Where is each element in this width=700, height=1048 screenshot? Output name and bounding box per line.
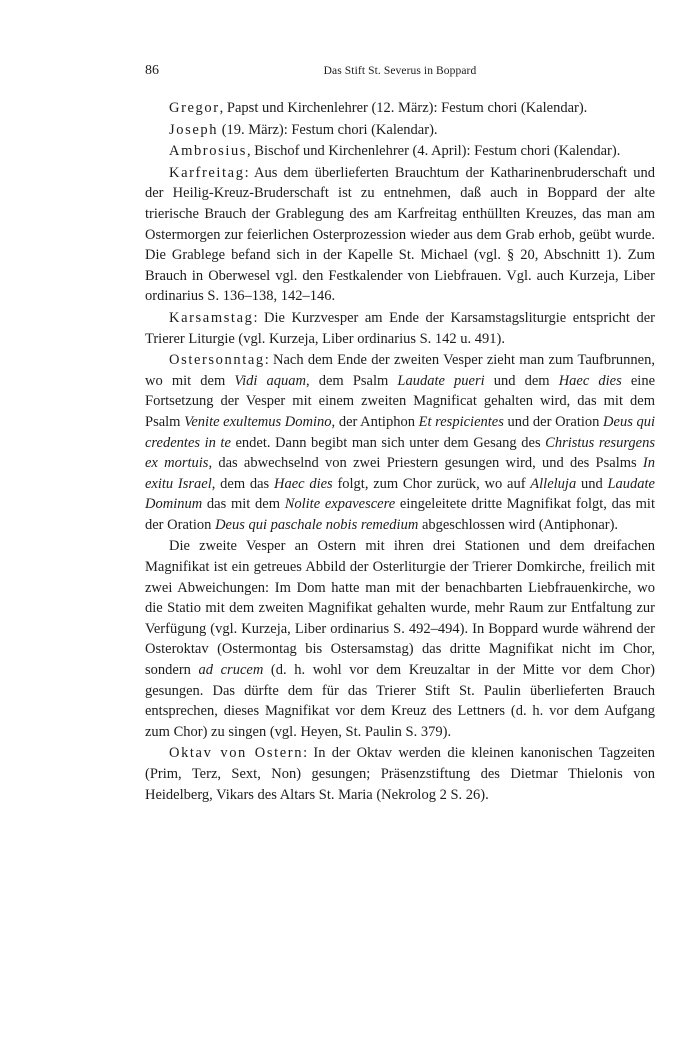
text-run: eine Fortsetzung der Vesper mit einem zweiten Magnificat gehalten wird, das mit dem Psalm (145, 372, 656, 430)
paragraph-gregor (145, 98, 655, 119)
text-run: : Aus dem überlieferten Brauchtum der Katharinenbruderschaft und der Heilig-Kreuz-Bruderschaft ist zu entnehmen, daß auch in Boppard der alte trierische Brauch der Grablegung des am Karfreitag enthüllten Kreuzes, das man am Ostermorgen zur feierlichen Osterprozession wieder aus dem Grab erhob, geübt wurde. Die Grablege befand sich in der Kapelle St. Michael (vgl. § 20, Abschnitt 1). Zum Brauch in Oberwesel vgl. den Festkalender von Liebfrauen. Vgl. auch Kurzeja, Liber ordinarius S. 136–138, 142–146. (145, 164, 655, 305)
italic-term: Venite exultemus Domino (184, 413, 332, 430)
text-run: und der Oration (503, 413, 604, 430)
italic-term: Laudate pueri (397, 372, 485, 389)
book-page (145, 60, 655, 806)
text-run: : Nach dem Ende der zweiten Vesper zieht man zum Taufbrunnen, wo mit dem (145, 352, 655, 389)
paragraph-ostersonntag (145, 350, 655, 535)
text-run: und (576, 475, 608, 492)
italic-term: Deus qui credentes in te (145, 413, 656, 451)
running-title: Das Stift St. Severus in Boppard (323, 65, 477, 77)
entry-heading: Karsamstag (169, 309, 254, 326)
italic-term: In exitu Israel (145, 455, 655, 492)
entry-heading: Karfreitag (169, 164, 245, 181)
paragraph-oktav (145, 743, 655, 805)
italic-term: Christus resurgens ex mortuis (145, 434, 655, 472)
text-run: das mit dem (202, 496, 285, 513)
text-run: , der Antiphon (331, 413, 419, 430)
italic-term: ad crucem (198, 662, 264, 679)
paragraph-karfreitag (145, 163, 655, 307)
text-run: , Papst und Kirchenlehrer (12. März): Festum chori (Kalendar). (219, 100, 588, 116)
paragraph-zweite-vesper (145, 536, 655, 742)
italic-term: Deus qui paschale nobis remedium (215, 516, 419, 533)
text-run: , dem Psalm (306, 372, 398, 389)
entry-heading: Gregor (169, 100, 220, 116)
paragraph-karsamstag (145, 308, 655, 349)
italic-term: Laudate Dominum (145, 475, 655, 513)
paragraph-joseph (145, 120, 655, 141)
italic-term: Haec dies (273, 475, 333, 492)
entry-heading: Joseph (169, 121, 219, 138)
text-run: eingeleitete dritte Magnifikat folgt, das mit der Oration (145, 496, 655, 533)
text-run: Die zweite Vesper an Ostern mit ihren drei Stationen und dem dreifachen Magnifikat ist ein getreues Abbild der Osterliturgie der Trierer Domkirche, freilich mit zwei Abweichungen: Im Dom hatte man mit der benachbarten Liebfrauenkirche, wo die Statio mit dem zweiten Magnifikat gehalten wurde, mehr Raum zur Entfaltung zur Verfügung (vgl. Kurzeja, Liber ordinarius S. 492–494). In Boppard wurde während der Osteroktav (Ostermontag bis Ostersamstag) das dritte Magnifikat nicht im Chor, sondern (145, 538, 655, 679)
entry-heading: Ambrosius (169, 143, 248, 160)
text-run: , Bischof und Kirchenlehrer (4. April): Festum chori (Kalendar). (247, 143, 621, 160)
text-run: und dem (484, 372, 559, 389)
italic-term: Alleluja (530, 475, 577, 492)
text-run: abgeschlossen wird (Antiphonar). (418, 516, 619, 533)
text-run: , dem das (211, 475, 274, 492)
running-head (145, 60, 655, 82)
page-number: 86 (145, 63, 159, 78)
italic-term: Nolite expavescere (284, 496, 396, 513)
italic-term: Haec dies (558, 372, 622, 389)
paragraph-ambrosius (145, 141, 655, 162)
italic-term: Et respicientes (418, 413, 504, 430)
text-run: folgt, zum Chor zurück, wo auf (332, 475, 531, 492)
entry-heading: Ostersonntag (169, 352, 265, 369)
body-text (145, 98, 655, 805)
text-run: : Die Kurzvesper am Ende der Karsamstagsliturgie entspricht der Trierer Liturgie (vgl. Kurzeja, Liber ordinarius S. 142 u. 491). (145, 309, 655, 347)
text-run: : In der Oktav werden die kleinen kanonischen Tagzeiten (Prim, Terz, Sext, Non) gesungen; Präsenzstiftung des Dietmar Thielonis von Heidelberg, Vikars des Altars St. Maria (Nekrolog 2 S. 26). (145, 745, 655, 803)
entry-heading: Oktav von Ostern (169, 745, 304, 762)
italic-term: Vidi aquam (234, 372, 307, 389)
text-run: , das abwechselnd von zwei Priestern gesungen wird, und des Psalms (208, 455, 643, 472)
text-run: endet. Dann begibt man sich unter dem Gesang des (230, 434, 546, 451)
text-run: (d. h. wohl vor dem Kreuzaltar in der Mitte vor dem Chor) gesungen. Das dürfte dem für das Trierer Stift St. Paulin überlieferten Brauch entsprechen, dieses Magnifikat vor dem Kreuz des Lettners (d. h. vor dem Aufgang zum Chor) zu singen (vgl. Heyen, St. Paulin S. 379). (145, 662, 655, 740)
text-run: (19. März): Festum chori (Kalendar). (218, 121, 438, 138)
